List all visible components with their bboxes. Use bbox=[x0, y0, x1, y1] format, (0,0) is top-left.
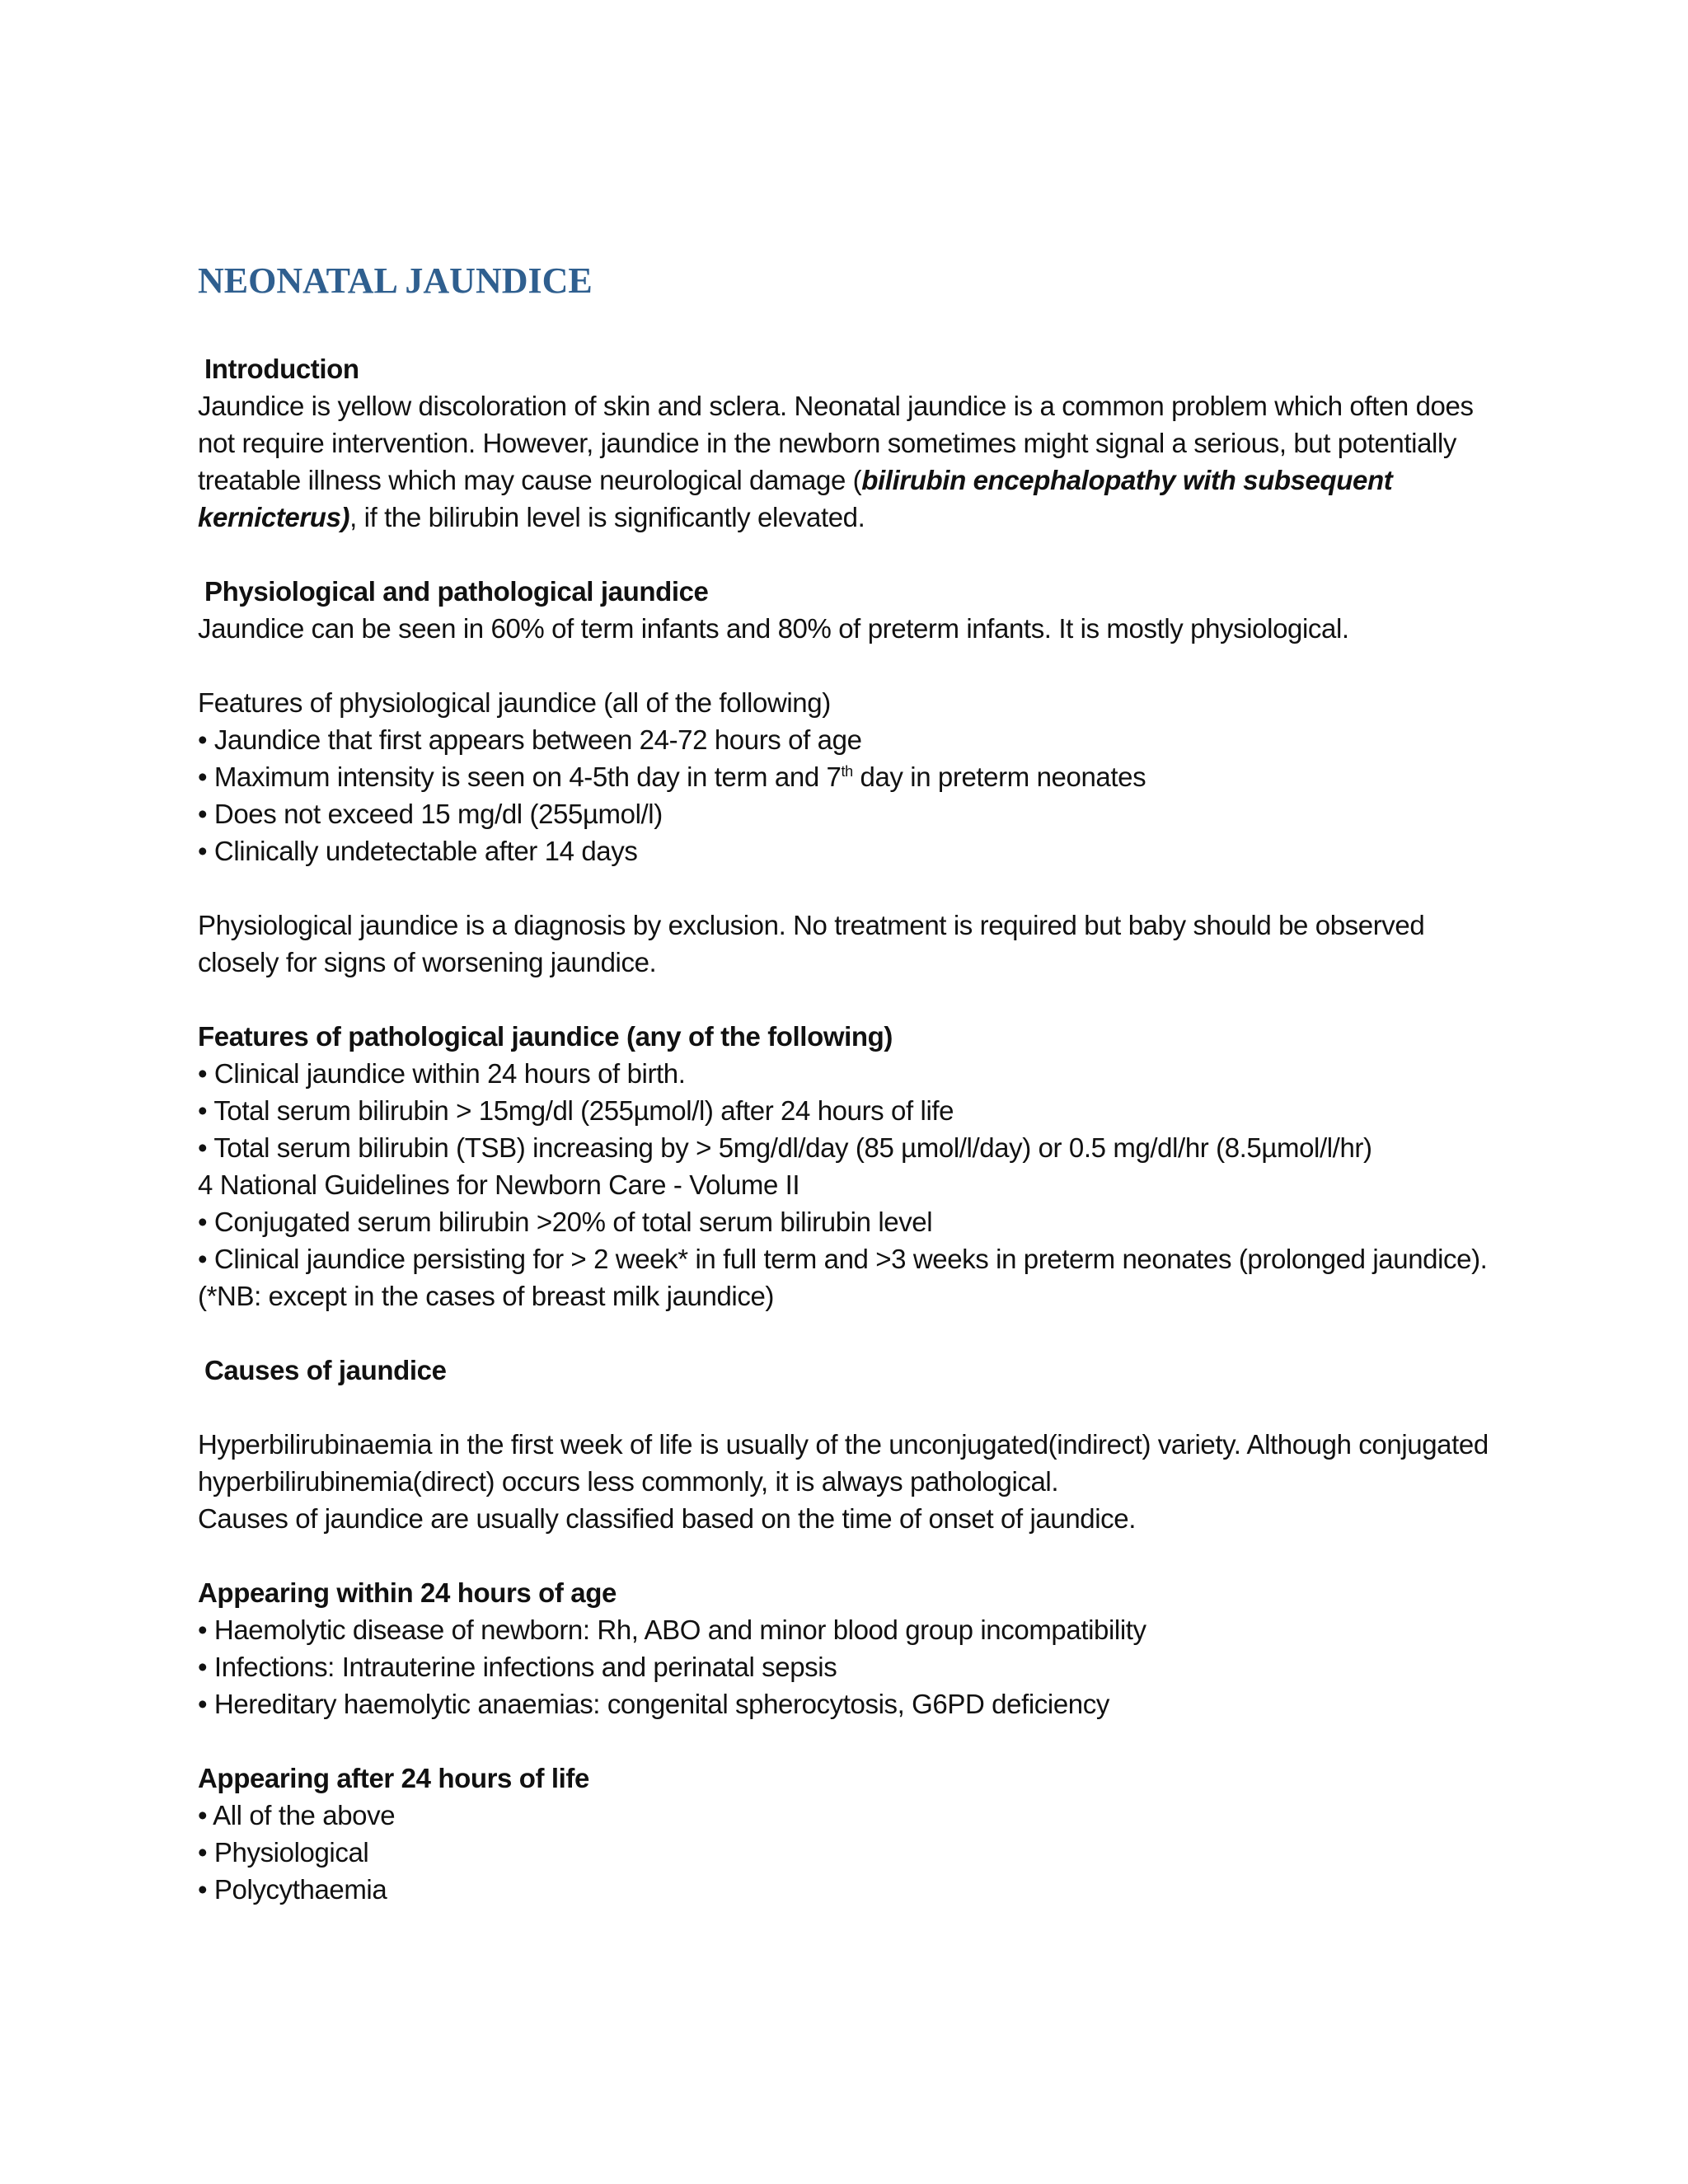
causes-paragraph: Hyperbilirubinaemia in the first week of life is usually of the unconjugated(indirect) variety. Although conjugated hyperbilirubinemia(direct) occurs less commonly, it is always pathological. bbox=[198, 1429, 1489, 1497]
list-item: • Polycythaemia bbox=[198, 1874, 387, 1905]
list-item: • Clinically undetectable after 14 days bbox=[198, 836, 638, 866]
section-causes bbox=[198, 1352, 1500, 1537]
introduction-text-end: , if the bilirubin level is significantly elevated. bbox=[349, 502, 865, 532]
list-item: • All of the above bbox=[198, 1800, 396, 1830]
phys-path-paragraph: Jaundice can be seen in 60% of term infants and 80% of preterm infants. It is mostly physiological. bbox=[198, 613, 1349, 644]
list-item: • Clinical jaundice within 24 hours of birth. bbox=[198, 1058, 686, 1089]
pathological-features-heading: Features of pathological jaundice (any of the following) bbox=[198, 1021, 893, 1052]
physiological-note: Physiological jaundice is a diagnosis by exclusion. No treatment is required but baby should be observed closely for signs of worsening jaundice. bbox=[198, 910, 1425, 977]
causes-heading: Causes of jaundice bbox=[204, 1355, 447, 1385]
introduction-emphasis: bilirubin encephalopathy with subsequent kernicterus) bbox=[198, 465, 1393, 532]
list-item: • Clinical jaundice persisting for > 2 week* in full term and >3 weeks in preterm neonates (prolonged jaundice). (*NB: except in the cases of breast milk jaundice) bbox=[198, 1244, 1488, 1311]
causes-paragraph: Causes of jaundice are usually classified based on the time of onset of jaundice. bbox=[198, 1503, 1136, 1534]
list-item: • Total serum bilirubin (TSB) increasing by > 5mg/dl/day (85 µmol/l/day) or 0.5 mg/dl/hr (8.5µmol/l/hr) bbox=[198, 1132, 1372, 1163]
after-24-heading: Appearing after 24 hours of life bbox=[198, 1763, 589, 1793]
section-physiological-features bbox=[198, 684, 1500, 981]
section-within-24-hours bbox=[198, 1574, 1500, 1722]
within-24-heading: Appearing within 24 hours of age bbox=[198, 1577, 617, 1608]
list-item: • Physiological bbox=[198, 1837, 369, 1868]
list-item: • Conjugated serum bilirubin >20% of total serum bilirubin level bbox=[198, 1207, 933, 1237]
list-item: • Does not exceed 15 mg/dl (255µmol/l) bbox=[198, 799, 663, 829]
list-item: • Infections: Intrauterine infections and perinatal sepsis bbox=[198, 1652, 837, 1682]
list-item: • Hereditary haemolytic anaemias: congenital spherocytosis, G6PD deficiency bbox=[198, 1689, 1109, 1719]
introduction-heading: Introduction bbox=[204, 354, 359, 384]
list-item: • Total serum bilirubin > 15mg/dl (255µmol/l) after 24 hours of life bbox=[198, 1095, 954, 1126]
page-title: NEONATAL JAUNDICE bbox=[198, 260, 593, 301]
phys-path-heading: Physiological and pathological jaundice bbox=[204, 576, 709, 607]
superscript: th bbox=[841, 763, 853, 780]
section-pathological-features bbox=[198, 1018, 1500, 1315]
introduction-paragraph bbox=[198, 387, 1500, 536]
list-item: • Haemolytic disease of newborn: Rh, ABO and minor blood group incompatibility bbox=[198, 1615, 1146, 1645]
document-body bbox=[198, 262, 1500, 1908]
running-footer-text: 4 National Guidelines for Newborn Care - Volume II bbox=[198, 1169, 800, 1200]
list-item: • Maximum intensity is seen on 4-5th day in term and 7th day in preterm neonates bbox=[198, 762, 1146, 792]
section-physiological-pathological bbox=[198, 573, 1500, 647]
section-after-24-hours bbox=[198, 1760, 1500, 1908]
section-introduction bbox=[198, 350, 1500, 536]
list-item: • Jaundice that first appears between 24-72 hours of age bbox=[198, 724, 862, 755]
physiological-features-heading: Features of physiological jaundice (all of the following) bbox=[198, 687, 831, 718]
introduction-text: Jaundice is yellow discoloration of skin and sclera. Neonatal jaundice is a common problem which often does not require intervention. However, jaundice in the newborn sometimes might signal a serious, but potentially treatable illness which may cause neurological damage ( bbox=[198, 391, 1474, 495]
